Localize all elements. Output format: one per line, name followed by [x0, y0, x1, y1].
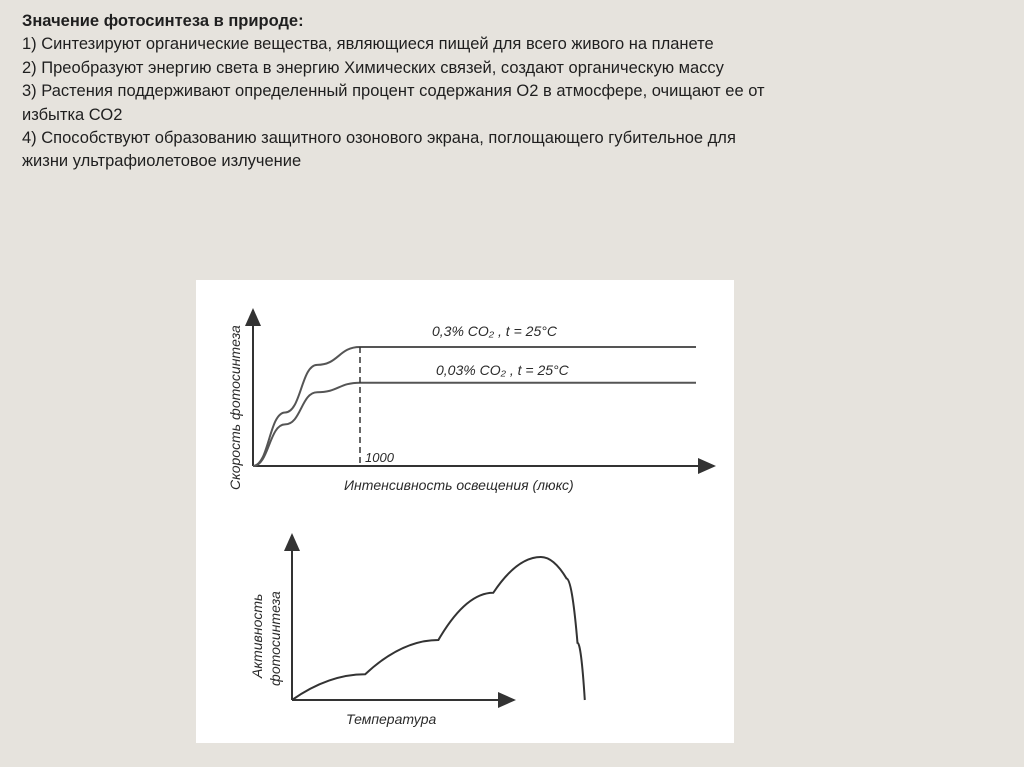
chart2-y-label-line1: Активность: [249, 593, 265, 678]
slide-title: Значение фотосинтеза в природе:: [22, 12, 304, 30]
chart2-series-activity: [292, 557, 585, 700]
point-3-cont: избытка СО2: [22, 105, 123, 124]
chart1-y-label: Скорость фотосинтеза: [227, 325, 243, 490]
chart1-series2-label: 0,03% CO₂ , t = 25°C: [436, 362, 569, 378]
chart1-x-label: Интенсивность освещения (люкс): [344, 477, 574, 493]
chart-temperature: [249, 535, 585, 727]
point-4: 4) Способствуют образованию защитного озонового экрана, поглощающего губительное для: [22, 129, 736, 148]
chart1-series1-label: 0,3% CO₂ , t = 25°C: [432, 323, 557, 339]
chart2-y-label-line2: фотосинтеза: [267, 591, 283, 686]
point-1: 1) Синтезируют органические вещества, являющиеся пищей для всего живого на планете: [22, 35, 714, 54]
point-4-cont: жизни ультрафиолетовое излучение: [22, 152, 302, 171]
chart1-marker-label: 1000: [365, 450, 394, 465]
point-2: 2) Преобразуют энергию света в энергию Химических связей, создают органическую массу: [22, 58, 724, 77]
figure-svg: [196, 280, 734, 743]
chart2-x-label: Температура: [346, 711, 437, 727]
figure: [196, 280, 734, 743]
chart-light: [227, 310, 714, 493]
slide-text: [22, 10, 1007, 174]
chart1-series-low: [253, 383, 696, 466]
point-3: 3) Растения поддерживают определенный процент содержания О2 в атмосфере, очищают ее от: [22, 82, 765, 101]
